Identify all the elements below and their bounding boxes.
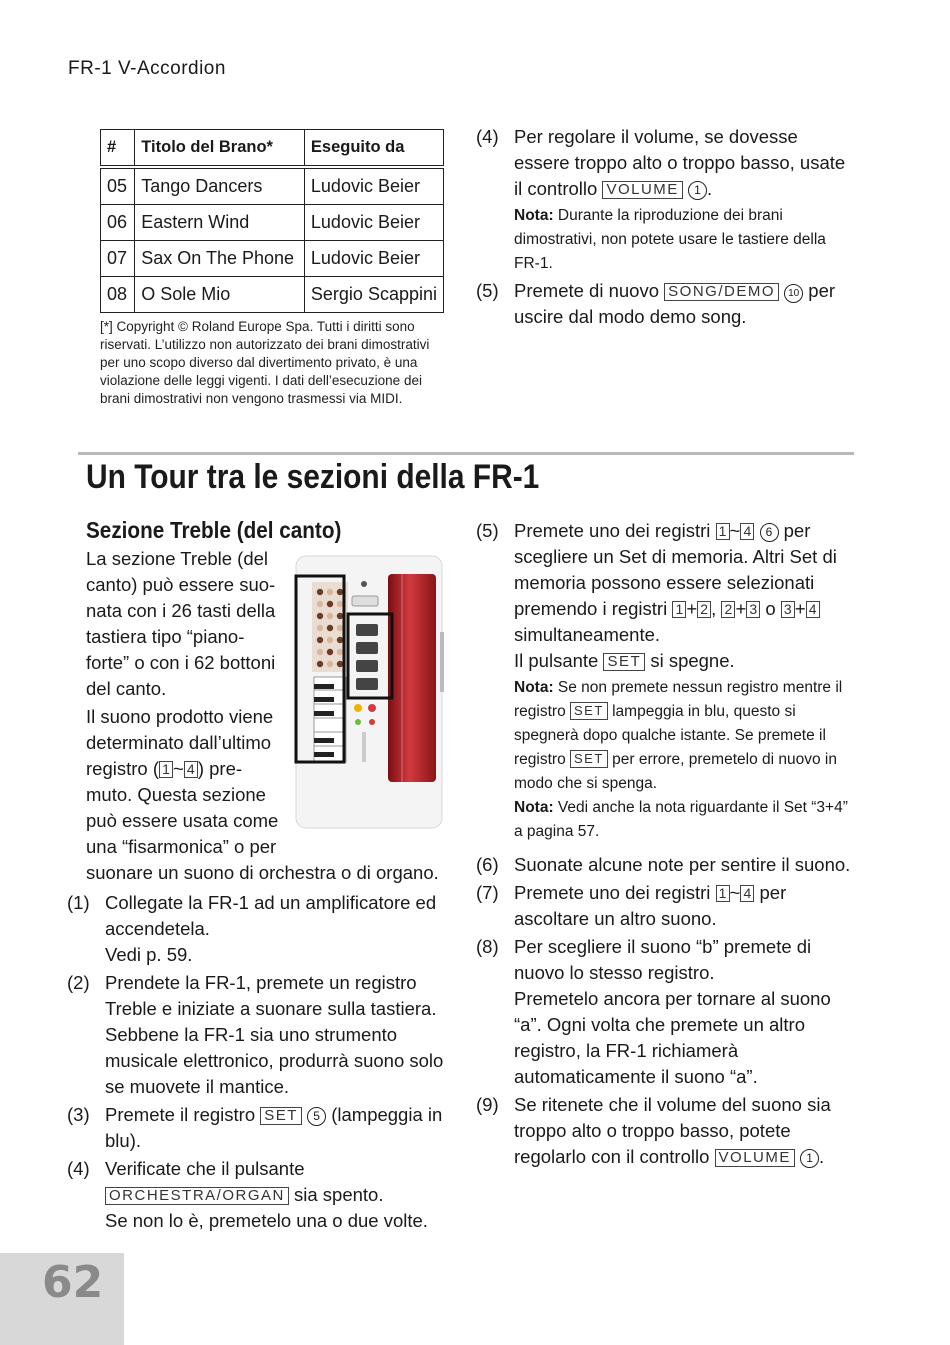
register-key-label: 1: [716, 523, 730, 540]
register-key-label: 3: [781, 601, 795, 618]
step-main: Per scegliere il suono “b” premete di nuovo lo stesso registro.: [514, 936, 812, 983]
table-cell: Tango Dancers: [135, 167, 305, 205]
step-text-part: .: [706, 178, 713, 199]
step-main: Collegate la FR-1 ad un amplificatore ed accendetela.: [105, 892, 437, 939]
note: [514, 676, 856, 796]
register-key-label: 1: [159, 761, 173, 778]
table-row: [101, 277, 444, 313]
table-cell: 05: [101, 167, 135, 205]
table-cell: Ludovic Beier: [304, 241, 443, 277]
step-number: (2): [67, 972, 90, 993]
set-key-label: SET: [570, 750, 608, 768]
table-row: [101, 205, 444, 241]
step-item: [67, 970, 449, 1100]
table-cell: 07: [101, 241, 135, 277]
register-key-label: 2: [721, 601, 735, 618]
step-number: (3): [67, 1104, 90, 1125]
step-text-part: Per regolare il volume, se dovesse essere troppo alto o troppo basso, usate il controllo: [514, 126, 846, 199]
step-sub: Se non lo è, premetelo una o due volte.: [105, 1210, 428, 1231]
table-cell: 08: [101, 277, 135, 313]
page-number: 62: [42, 1257, 104, 1308]
plus-sign: +: [794, 598, 806, 619]
left-steps: [67, 890, 449, 1234]
step-text: [514, 1092, 856, 1170]
step-text: Suonate alcune note per sentire il suono.: [514, 854, 851, 875]
intro-line: canto) può essere suo-: [86, 574, 276, 595]
section-title: Un Tour tra le sezioni della FR-1: [86, 458, 540, 496]
register-key-label: 4: [740, 885, 754, 902]
step-number: (5): [476, 280, 499, 301]
step-text-part: ~: [729, 520, 741, 541]
intro-line: nata con i 26 tasti della: [86, 600, 276, 621]
accordion-treble-illustration: [292, 552, 446, 832]
callout-number: 5: [307, 1107, 326, 1126]
step-main: Prendete la FR-1, premete un registro Treble e iniziate a suonare sulla tastiera.: [105, 972, 437, 1019]
intro-line: suonare un suono di orchestra o di organo.: [86, 862, 439, 883]
table-cell: Ludovic Beier: [304, 167, 443, 205]
step-text-part: ~: [729, 882, 741, 903]
step-text: [105, 1102, 449, 1154]
register-key-label: 2: [697, 601, 711, 618]
step-number: (6): [476, 854, 499, 875]
intro-line: determinato dall’ultimo: [86, 732, 272, 753]
callout-number: 1: [688, 181, 707, 200]
register-key-label: 3: [746, 601, 760, 618]
callout-number: 6: [760, 523, 779, 542]
intro-line: una “fisarmonica” o per: [86, 836, 277, 857]
intro-text-part: ) pre-: [197, 758, 243, 779]
step-number: (4): [476, 126, 499, 147]
intro-line: La sezione Treble (del: [86, 548, 269, 569]
step-number: (5): [476, 520, 499, 541]
table-cell: Eastern Wind: [135, 205, 305, 241]
step-item: [476, 852, 856, 878]
callout-number: 10: [784, 284, 803, 303]
register-key-label: 1: [716, 885, 730, 902]
intro-text-part: ~: [173, 758, 184, 779]
step-number: (4): [67, 1158, 90, 1179]
table-cell: Sergio Scappini: [304, 277, 443, 313]
table-cell: 06: [101, 205, 135, 241]
volume-key-label: VOLUME: [602, 181, 682, 199]
volume-key-label: VOLUME: [715, 1149, 795, 1167]
step-text-part: Premete il registro: [105, 1104, 256, 1125]
step-text-part: Premete uno dei registri: [514, 520, 711, 541]
note-text: Se non premete nessun registro mentre il registro: [514, 679, 843, 720]
step-text-part: simultaneamente.: [514, 624, 661, 645]
note-text: Durante la riproduzione dei brani dimostrativi, non potete usare le tastiere della FR-1.: [514, 207, 826, 272]
step-item: [476, 934, 856, 1090]
step-text-part: Se ritenete che il volume del suono sia troppo alto o troppo basso, potete regolarlo con il controllo: [514, 1094, 831, 1167]
set-key-label: SET: [260, 1107, 302, 1125]
step-sub: [514, 648, 856, 674]
running-header: FR-1 V-Accordion: [68, 58, 226, 79]
step-sub: Sebbene la FR-1 sia uno strumento musicale elettronico, produrrà suono solo se muovete il mantice.: [105, 1024, 444, 1097]
step-text-part: si spegne.: [650, 650, 735, 671]
step-text: [105, 890, 449, 968]
register-key-label: 4: [806, 601, 820, 618]
step-text: [105, 1156, 449, 1234]
step-item: [476, 278, 856, 330]
intro-line: forte” o con i 62 bottoni: [86, 652, 276, 673]
note-text: per errore, premetelo di nuovo in modo che si spenga.: [514, 751, 837, 792]
step-number: (1): [67, 892, 90, 913]
plus-sign: +: [735, 598, 747, 619]
section-rule: [78, 452, 854, 455]
register-key-label: 4: [184, 761, 198, 778]
step-number: (8): [476, 936, 499, 957]
set-key-label: SET: [603, 653, 645, 671]
note-text: lampeggia in blu, questo si spegnerà dopo qualche istante. Se premete il registro: [514, 703, 826, 768]
step-number: (9): [476, 1094, 499, 1115]
step-item: [67, 1102, 449, 1154]
step-text: [514, 124, 856, 276]
demo-song-table: [100, 129, 444, 313]
intro-line: tastiera tipo “piano-: [86, 626, 245, 647]
intro-line: può essere usata come: [86, 810, 279, 831]
callout-number: 1: [800, 1149, 819, 1168]
note-label: Nota:: [514, 799, 554, 816]
set-key-label: SET: [570, 702, 608, 720]
step-text-part: Premete di nuovo: [514, 280, 660, 301]
register-key-label: 4: [740, 523, 754, 540]
step-sub: Vedi p. 59.: [105, 944, 193, 965]
or-word: o: [765, 598, 776, 619]
step-text: [514, 278, 856, 330]
step-text: [514, 518, 856, 844]
note-text: Vedi anche la nota riguardante il Set “3+4” a pagina 57.: [514, 799, 848, 840]
step-text-part: per uscire dal modo demo song.: [514, 280, 836, 327]
step-text-part: sia spento.: [294, 1184, 384, 1205]
table-header-cell: Titolo del Brano*: [135, 130, 305, 168]
note-label: Nota:: [514, 207, 554, 224]
intro-line: Il suono prodotto viene: [86, 706, 274, 727]
step-text-part: .: [819, 1146, 825, 1167]
step-main: [105, 1182, 449, 1208]
step-text-part: (lampeggia in blu).: [105, 1104, 443, 1151]
note-label: Nota:: [514, 679, 554, 696]
comma: ,: [711, 598, 717, 619]
step-item: [476, 124, 856, 276]
intro-line: muto. Questa sezione: [86, 784, 266, 805]
step-sub: Premetelo ancora per tornare al suono “a”. Ogni volta che premete un altro registro, la FR-1 richiamerà automaticamente il suono “a”.: [514, 988, 831, 1087]
table-cell: Sax On The Phone: [135, 241, 305, 277]
table-cell: O Sole Mio: [135, 277, 305, 313]
note: [514, 796, 856, 844]
song-demo-key-label: SONG/DEMO: [664, 283, 779, 301]
plus-sign: +: [686, 598, 698, 619]
table-row: [101, 241, 444, 277]
table-footnote: [*] Copyright © Roland Europe Spa. Tutti i diritti sono riservati. L’utilizzo non autorizzato dei brani dimostrativi per uno scopo diverso dal divertimento privato, è una violazione delle leggi vigenti. I dati dell’esecuzione dei brani dimostrativi non vengono trasmessi via MIDI.: [100, 319, 430, 406]
piano-keys: [314, 677, 346, 762]
step-text-part: Il pulsante: [514, 650, 599, 671]
step-text: [105, 970, 449, 1100]
step-number: (7): [476, 882, 499, 903]
note: [514, 204, 856, 276]
top-right-steps: [476, 124, 856, 330]
step-text-part: per scegliere un Set di memoria. Altri Set di memoria possono essere selezionati premendo i registri: [514, 520, 837, 619]
step-text: [514, 880, 856, 932]
intro-text-part: registro (: [86, 758, 159, 779]
table-cell: Ludovic Beier: [304, 205, 443, 241]
step-item: [67, 1156, 449, 1234]
step-text-part: per ascoltare un altro suono.: [514, 882, 787, 929]
step-text-part: Premete uno dei registri: [514, 882, 711, 903]
step-item: [476, 518, 856, 844]
right-steps: [476, 518, 856, 1170]
table-header-cell: Eseguito da: [304, 130, 443, 168]
register-key-label: 1: [672, 601, 686, 618]
intro-line: del canto.: [86, 678, 167, 699]
table-header-row: [101, 130, 444, 168]
subsection-title: Sezione Treble (del canto): [86, 517, 342, 543]
orchestra-organ-key-label: ORCHESTRA/ORGAN: [105, 1187, 289, 1205]
step-item: [476, 1092, 856, 1170]
step-main: Verificate che il pulsante: [105, 1158, 305, 1179]
table-header-cell: #: [101, 130, 135, 168]
table-row: [101, 167, 444, 205]
step-item: [476, 880, 856, 932]
step-item: [67, 890, 449, 968]
step-text: [514, 934, 856, 1090]
